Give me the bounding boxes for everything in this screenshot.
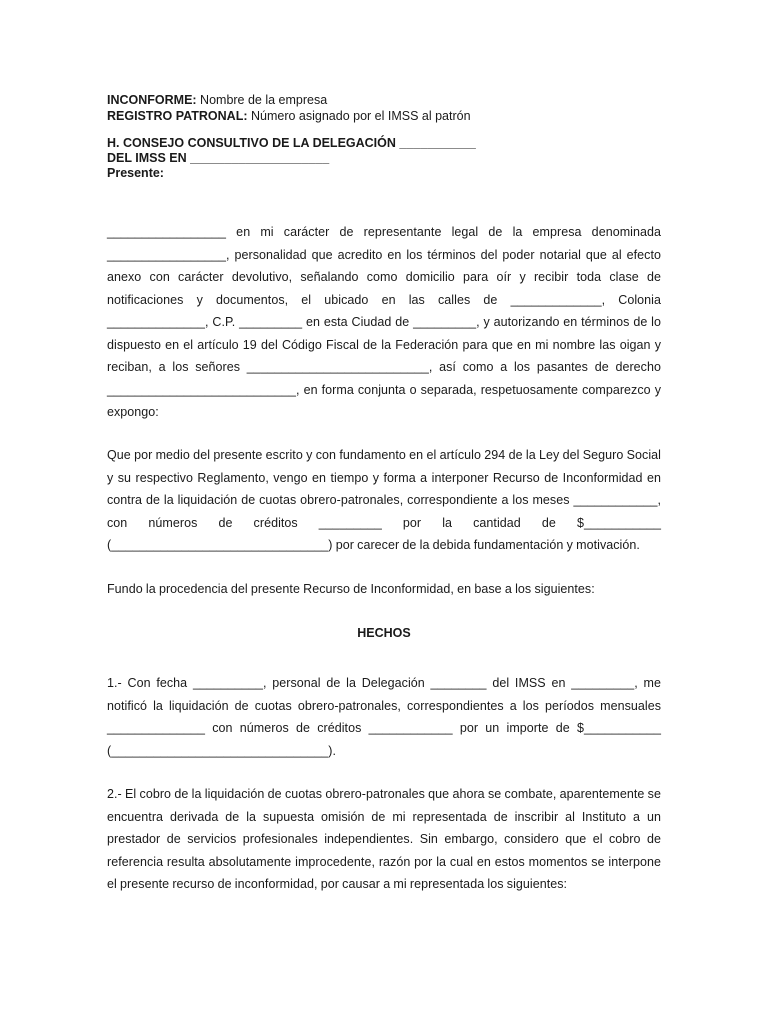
registro-label: REGISTRO PATRONAL: xyxy=(107,109,248,123)
paragraph-hecho-2: 2.- El cobro de la liquidación de cuotas obrero-patronales que ahora se combate, aparentemente se encuentra derivada de la supuesta omisión de mi representada de inscribir al Instituto a un prestador de servicios profesionales independientes. Sin embargo, considero que el cobro de referencia resulta absolutamente improcedente, razón por la cual en estos momentos se interpone el presente recurso de inconformidad, por causar a mi representada los siguientes: xyxy=(107,787,661,891)
addressee-line-1: H. CONSEJO CONSULTIVO DE LA DELEGACIÓN ___________ xyxy=(107,136,476,150)
inconforme-label: INCONFORME: xyxy=(107,93,197,107)
hechos-heading: HECHOS xyxy=(357,626,411,640)
paragraph-recurso: Que por medio del presente escrito y con fundamento en el artículo 294 de la Ley del Seguro Social y su respectivo Reglamento, vengo en tiempo y forma a interponer Recurso de Inconformidad en contra de la liquidación de cuotas obrero-patronales, correspondiente a los meses ____________, con números de créditos _________ por la cantidad de $___________ (_______________________________) por carecer de la debida fundamentación y motivación. xyxy=(107,448,661,552)
paragraph-hecho-1: 1.- Con fecha __________, personal de la Delegación ________ del IMSS en _________, me notificó la liquidación de cuotas obrero-patronales, correspondientes a los períodos mensuales ______________ con números de créditos ____________ por un importe de $___________ (_______________________________). xyxy=(107,676,661,758)
inconforme-line xyxy=(107,92,471,108)
paragraph-procedencia: Fundo la procedencia del presente Recurso de Inconformidad, en base a los siguientes: xyxy=(107,582,595,596)
addressee-block xyxy=(107,136,476,181)
registro-value: Número asignado por el IMSS al patrón xyxy=(247,109,471,123)
registro-line xyxy=(107,108,471,124)
header-block xyxy=(107,92,471,124)
paragraph-representation: _________________ en mi carácter de representante legal de la empresa denominada _________________, personalidad que acredito en los términos del poder notarial que al efecto anexo con carácter devolutivo, señalando como domicilio para oír y recibir toda clase de notificaciones y documentos, el ubicado en las calles de _____________, Colonia ______________, C.P. _________ en esta Ciudad de _________, y autorizando en términos de lo dispuesto en el artículo 19 del Código Fiscal de la Federación para que en mi nombre las oigan y reciban, a los señores __________________________, así como a los pasantes de derecho ___________________________, en forma conjunta o separada, respetuosamente comparezco y expongo: xyxy=(107,225,661,419)
addressee-line-3: Presente: xyxy=(107,166,164,180)
inconforme-value: Nombre de la empresa xyxy=(196,93,328,107)
addressee-line-2: DEL IMSS EN ____________________ xyxy=(107,151,330,165)
